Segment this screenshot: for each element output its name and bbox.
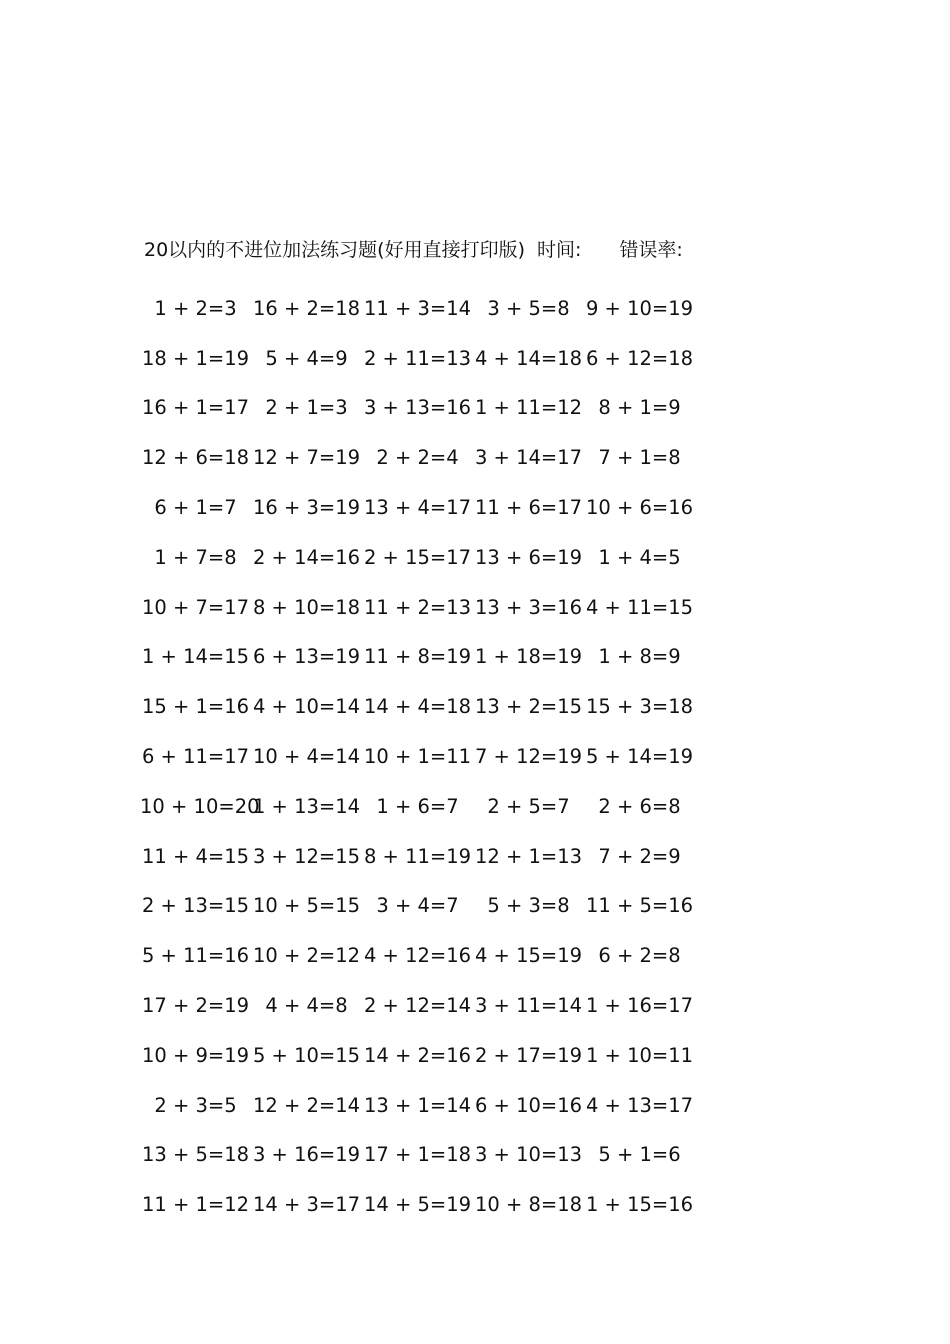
problem-item: 17 + 2=19 (141, 994, 250, 1018)
problem-item: 1 + 8=9 (598, 645, 681, 669)
problem-item: 10 + 10=20 (140, 794, 260, 818)
problem-item: 15 + 3=18 (585, 695, 694, 719)
problem-row (140, 1131, 695, 1181)
problem-item: 7 + 1=8 (598, 446, 681, 470)
problem-row (140, 782, 695, 832)
problem-row (140, 533, 695, 583)
problem-item: 11 + 2=13 (363, 595, 472, 619)
problem-item: 4 + 13=17 (585, 1093, 694, 1117)
problem-item: 16 + 3=19 (252, 496, 361, 520)
problem-item: 11 + 1=12 (141, 1193, 250, 1217)
problem-item: 6 + 2=8 (598, 944, 681, 968)
problem-item: 13 + 3=16 (474, 595, 583, 619)
problem-item: 12 + 2=14 (252, 1093, 361, 1117)
problem-item: 1 + 15=16 (585, 1193, 694, 1217)
problem-grid (140, 284, 695, 1230)
problem-item: 4 + 10=14 (252, 695, 361, 719)
problem-row (140, 483, 695, 533)
problem-item: 13 + 5=18 (141, 1143, 250, 1167)
problem-item: 11 + 4=15 (141, 844, 250, 868)
problem-item: 1 + 14=15 (141, 645, 250, 669)
problem-item: 4 + 4=8 (265, 994, 348, 1018)
problem-row (140, 882, 695, 932)
problem-row (140, 832, 695, 882)
problem-item: 13 + 6=19 (474, 545, 583, 569)
problem-item: 5 + 4=9 (265, 346, 348, 370)
time-label: 时间: (537, 239, 582, 261)
problem-item: 10 + 7=17 (141, 595, 250, 619)
problem-item: 3 + 10=13 (474, 1143, 583, 1167)
problem-item: 2 + 6=8 (598, 794, 681, 818)
problem-item: 8 + 11=19 (363, 844, 472, 868)
problem-item: 5 + 3=8 (487, 894, 570, 918)
problem-item: 1 + 16=17 (585, 994, 694, 1018)
problem-item: 8 + 10=18 (252, 595, 361, 619)
problem-row (140, 1081, 695, 1131)
problem-item: 13 + 1=14 (363, 1093, 472, 1117)
problem-item: 14 + 5=19 (363, 1193, 472, 1217)
problem-item: 5 + 1=6 (598, 1143, 681, 1167)
problem-item: 17 + 1=18 (363, 1143, 472, 1167)
problem-item: 13 + 2=15 (474, 695, 583, 719)
problem-item: 7 + 2=9 (598, 844, 681, 868)
problem-item: 2 + 17=19 (474, 1043, 583, 1067)
problem-item: 9 + 10=19 (585, 296, 694, 320)
problem-item: 4 + 15=19 (474, 944, 583, 968)
problem-item: 14 + 2=16 (363, 1043, 472, 1067)
problem-row (140, 682, 695, 732)
problem-item: 10 + 9=19 (141, 1043, 250, 1067)
problem-item: 16 + 2=18 (252, 296, 361, 320)
problem-item: 1 + 11=12 (474, 396, 583, 420)
problem-item: 8 + 1=9 (598, 396, 681, 420)
worksheet-header (144, 235, 683, 265)
problem-item: 11 + 5=16 (585, 894, 694, 918)
problem-row (140, 1180, 695, 1230)
problem-item: 1 + 18=19 (474, 645, 583, 669)
problem-row (140, 732, 695, 782)
problem-item: 5 + 10=15 (252, 1043, 361, 1067)
problem-item: 15 + 1=16 (141, 695, 250, 719)
problem-row (140, 931, 695, 981)
problem-item: 3 + 14=17 (474, 446, 583, 470)
problem-item: 2 + 14=16 (252, 545, 361, 569)
problem-item: 2 + 11=13 (363, 346, 472, 370)
problem-item: 1 + 6=7 (376, 794, 459, 818)
problem-item: 2 + 12=14 (363, 994, 472, 1018)
problem-item: 16 + 1=17 (141, 396, 250, 420)
worksheet-title: 20以内的不进位加法练习题(好用直接打印版) (144, 239, 526, 261)
problem-item: 10 + 4=14 (252, 745, 361, 769)
problem-item: 3 + 12=15 (252, 844, 361, 868)
problem-item: 6 + 13=19 (252, 645, 361, 669)
problem-item: 10 + 5=15 (252, 894, 361, 918)
problem-item: 10 + 6=16 (585, 496, 694, 520)
problem-row (140, 583, 695, 633)
problem-item: 5 + 14=19 (585, 745, 694, 769)
problem-item: 11 + 3=14 (363, 296, 472, 320)
problem-row (140, 433, 695, 483)
problem-item: 6 + 12=18 (585, 346, 694, 370)
problem-item: 10 + 1=11 (363, 745, 472, 769)
problem-item: 1 + 13=14 (252, 794, 361, 818)
problem-item: 4 + 11=15 (585, 595, 694, 619)
problem-item: 6 + 1=7 (154, 496, 237, 520)
problem-item: 14 + 3=17 (252, 1193, 361, 1217)
problem-row (140, 334, 695, 384)
problem-item: 14 + 4=18 (363, 695, 472, 719)
problem-item: 1 + 4=5 (598, 545, 681, 569)
problem-item: 3 + 5=8 (487, 296, 570, 320)
problem-item: 3 + 13=16 (363, 396, 472, 420)
problem-item: 10 + 8=18 (474, 1193, 583, 1217)
problem-item: 5 + 11=16 (141, 944, 250, 968)
problem-item: 2 + 1=3 (265, 396, 348, 420)
problem-item: 6 + 11=17 (141, 745, 250, 769)
problem-item: 10 + 2=12 (252, 944, 361, 968)
problem-item: 2 + 13=15 (141, 894, 250, 918)
error-rate-label: 错误率: (619, 239, 683, 261)
problem-item: 4 + 14=18 (474, 346, 583, 370)
problem-item: 3 + 16=19 (252, 1143, 361, 1167)
problem-item: 1 + 2=3 (154, 296, 237, 320)
problem-item: 11 + 8=19 (363, 645, 472, 669)
problem-item: 13 + 4=17 (363, 496, 472, 520)
problem-row (140, 981, 695, 1031)
problem-row (140, 284, 695, 334)
problem-item: 2 + 3=5 (154, 1093, 237, 1117)
problem-item: 11 + 6=17 (474, 496, 583, 520)
problem-item: 2 + 2=4 (376, 446, 459, 470)
problem-item: 1 + 10=11 (585, 1043, 694, 1067)
problem-item: 6 + 10=16 (474, 1093, 583, 1117)
problem-row (140, 384, 695, 434)
problem-item: 3 + 11=14 (474, 994, 583, 1018)
problem-row (140, 633, 695, 683)
problem-item: 4 + 12=16 (363, 944, 472, 968)
problem-item: 12 + 1=13 (474, 844, 583, 868)
problem-item: 7 + 12=19 (474, 745, 583, 769)
problem-item: 3 + 4=7 (376, 894, 459, 918)
problem-item: 2 + 15=17 (363, 545, 472, 569)
problem-row (140, 1031, 695, 1081)
problem-item: 12 + 7=19 (252, 446, 361, 470)
problem-item: 2 + 5=7 (487, 794, 570, 818)
problem-item: 12 + 6=18 (141, 446, 250, 470)
problem-item: 18 + 1=19 (141, 346, 250, 370)
problem-item: 1 + 7=8 (154, 545, 237, 569)
